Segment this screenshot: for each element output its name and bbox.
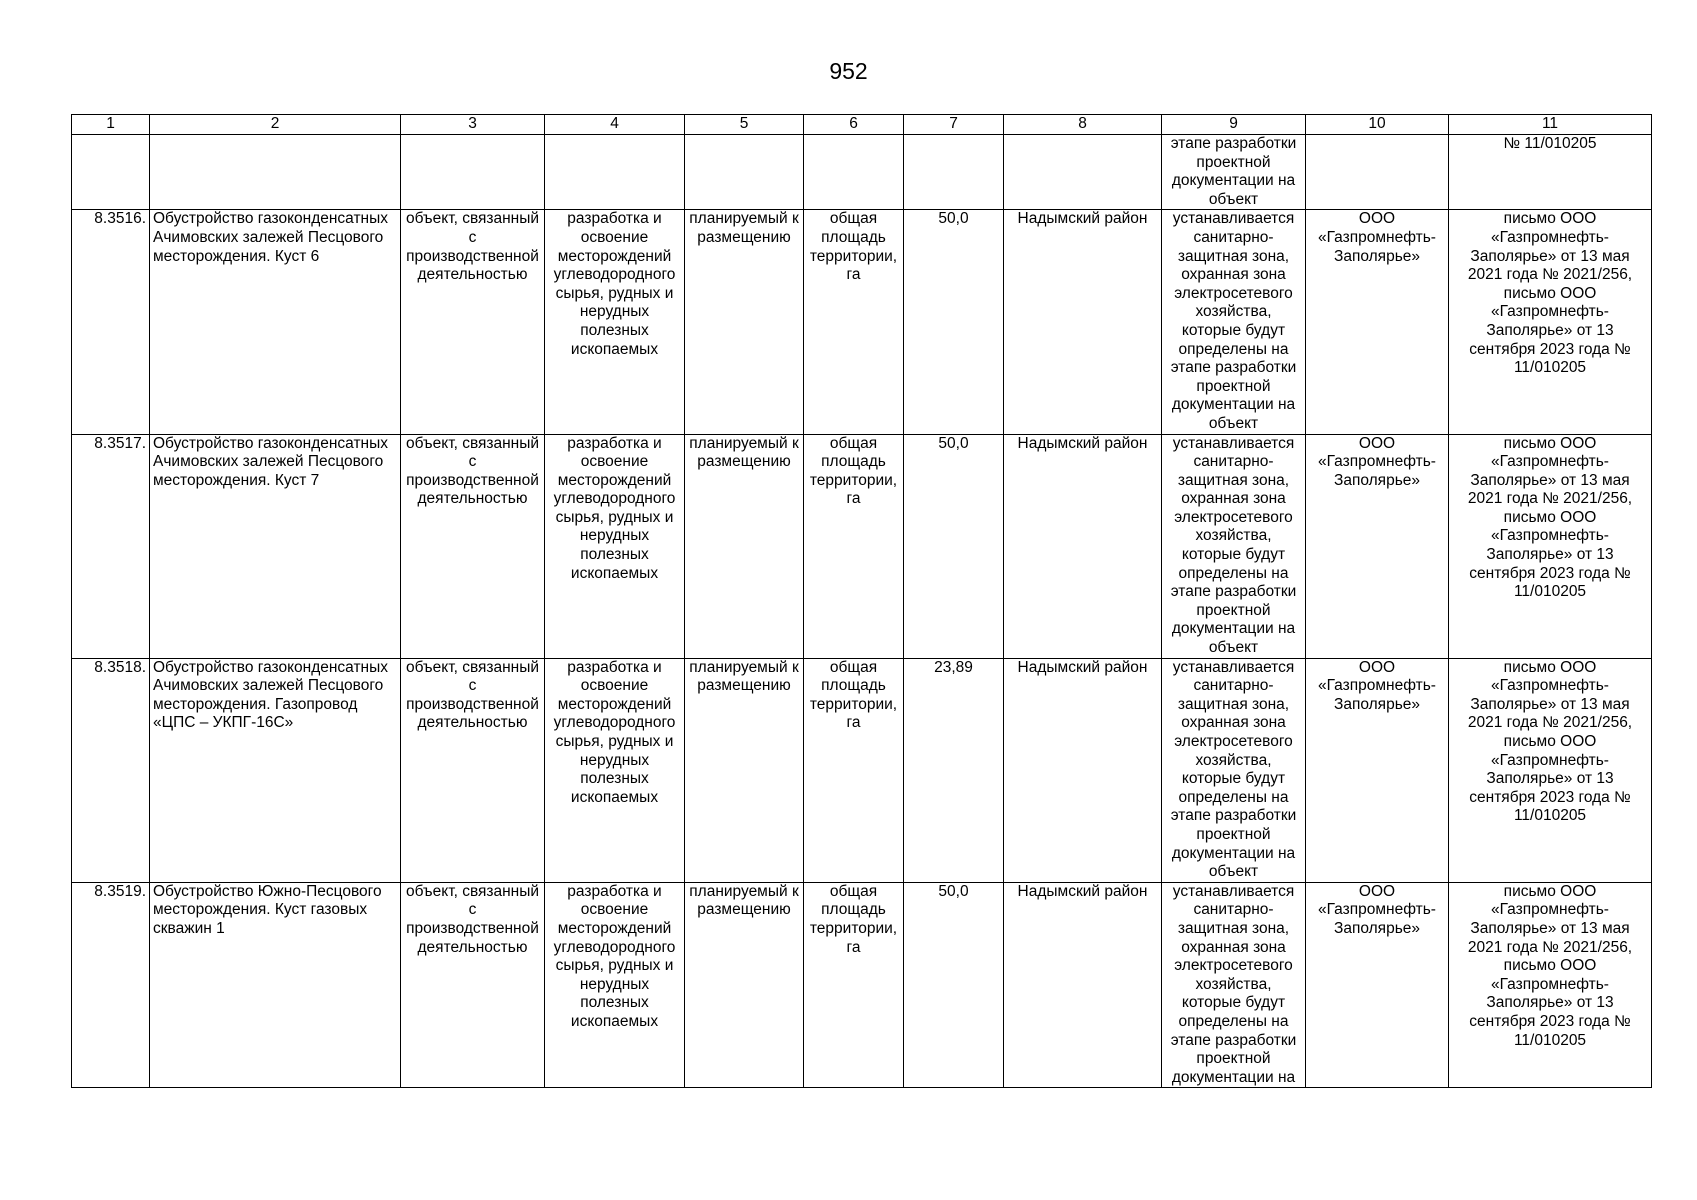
object-type-cell: объект, связанный с производственной деятельностью (401, 210, 545, 434)
value-cell: 50,0 (904, 210, 1004, 434)
column-header: 6 (804, 115, 904, 135)
column-header: 2 (150, 115, 401, 135)
objects-table (71, 114, 1652, 1088)
purpose-cell: разработка и освоение месторождений углеводородного сырья, рудных и нерудных полезных ископаемых (545, 658, 685, 882)
table-cell (1004, 135, 1162, 210)
owner-cell: ООО «Газпромнефть-Заполярье» (1306, 210, 1449, 434)
location-cell: Надымский район (1004, 210, 1162, 434)
column-header: 9 (1162, 115, 1306, 135)
purpose-cell: разработка и освоение месторождений углеводородного сырья, рудных и нерудных полезных ископаемых (545, 210, 685, 434)
object-type-cell: объект, связанный с производственной деятельностью (401, 658, 545, 882)
table-cell (804, 135, 904, 210)
zone-cell: устанавливается санитарно-защитная зона, охранная зона электросетевого хозяйства, которые будут определены на этапе разработки проектной документации на объект (1162, 434, 1306, 658)
zone-cell: устанавливается санитарно-защитная зона, охранная зона электросетевого хозяйства, которые будут определены на этапе разработки проектной документации на объект (1162, 210, 1306, 434)
column-header: 4 (545, 115, 685, 135)
location-cell: Надымский район (1004, 882, 1162, 1088)
value-cell: 50,0 (904, 882, 1004, 1088)
status-cell: планируемый к размещению (685, 434, 804, 658)
status-cell: планируемый к размещению (685, 882, 804, 1088)
row-number-cell: 8.3518. (72, 658, 150, 882)
characteristic-cell: общая площадь территории, га (804, 434, 904, 658)
column-header: 8 (1004, 115, 1162, 135)
value-cell: 23,89 (904, 658, 1004, 882)
table-row (72, 658, 1652, 882)
table-row-continuation (72, 135, 1652, 210)
column-header: 10 (1306, 115, 1449, 135)
zone-cell: этапе разработки проектной документации на объект (1162, 135, 1306, 210)
column-header: 11 (1449, 115, 1652, 135)
table-cell (72, 135, 150, 210)
table-cell (1306, 135, 1449, 210)
object-name-cell: Обустройство газоконденсатных Ачимовских залежей Песцового месторождения. Куст 7 (150, 434, 401, 658)
table-row (72, 210, 1652, 434)
purpose-cell: разработка и освоение месторождений углеводородного сырья, рудных и нерудных полезных ископаемых (545, 434, 685, 658)
object-type-cell: объект, связанный с производственной деятельностью (401, 882, 545, 1088)
table-cell (401, 135, 545, 210)
characteristic-cell: общая площадь территории, га (804, 882, 904, 1088)
location-cell: Надымский район (1004, 434, 1162, 658)
object-type-cell: объект, связанный с производственной деятельностью (401, 434, 545, 658)
table-row (72, 434, 1652, 658)
row-number-cell: 8.3517. (72, 434, 150, 658)
table-cell (545, 135, 685, 210)
column-number-row (72, 115, 1652, 135)
row-number-cell: 8.3519. (72, 882, 150, 1088)
basis-cell: письмо ООО «Газпромнефть-Заполярье» от 13 мая 2021 года № 2021/256, письмо ООО «Газпромнефть-Заполярье» от 13 сентября 2023 года № 11/010205 (1449, 658, 1652, 882)
table-cell (904, 135, 1004, 210)
location-cell: Надымский район (1004, 658, 1162, 882)
basis-cell: письмо ООО «Газпромнефть-Заполярье» от 13 мая 2021 года № 2021/256, письмо ООО «Газпромнефть-Заполярье» от 13 сентября 2023 года № 11/010205 (1449, 210, 1652, 434)
row-number-cell: 8.3516. (72, 210, 150, 434)
purpose-cell: разработка и освоение месторождений углеводородного сырья, рудных и нерудных полезных ископаемых (545, 882, 685, 1088)
basis-cell: письмо ООО «Газпромнефть-Заполярье» от 13 мая 2021 года № 2021/256, письмо ООО «Газпромнефть-Заполярье» от 13 сентября 2023 года № 11/010205 (1449, 882, 1652, 1088)
object-name-cell: Обустройство газоконденсатных Ачимовских залежей Песцового месторождения. Газопровод «ЦПС – УКПГ-16С» (150, 658, 401, 882)
owner-cell: ООО «Газпромнефть-Заполярье» (1306, 882, 1449, 1088)
owner-cell: ООО «Газпромнефть-Заполярье» (1306, 658, 1449, 882)
column-header: 7 (904, 115, 1004, 135)
column-header: 3 (401, 115, 545, 135)
object-name-cell: Обустройство Южно-Песцового месторождения. Куст газовых скважин 1 (150, 882, 401, 1088)
page-number: 952 (829, 58, 868, 84)
table-cell (685, 135, 804, 210)
zone-cell: устанавливается санитарно-защитная зона, охранная зона электросетевого хозяйства, которые будут определены на этапе разработки проектной документации на объект (1162, 658, 1306, 882)
status-cell: планируемый к размещению (685, 658, 804, 882)
characteristic-cell: общая площадь территории, га (804, 658, 904, 882)
column-header: 5 (685, 115, 804, 135)
table-row (72, 882, 1652, 1088)
object-name-cell: Обустройство газоконденсатных Ачимовских залежей Песцового месторождения. Куст 6 (150, 210, 401, 434)
owner-cell: ООО «Газпромнефть-Заполярье» (1306, 434, 1449, 658)
zone-cell: устанавливается санитарно-защитная зона, охранная зона электросетевого хозяйства, которые будут определены на этапе разработки проектной документации на (1162, 882, 1306, 1088)
characteristic-cell: общая площадь территории, га (804, 210, 904, 434)
basis-cell: письмо ООО «Газпромнефть-Заполярье» от 13 мая 2021 года № 2021/256, письмо ООО «Газпромнефть-Заполярье» от 13 сентября 2023 года № 11/010205 (1449, 434, 1652, 658)
column-header: 1 (72, 115, 150, 135)
status-cell: планируемый к размещению (685, 210, 804, 434)
value-cell: 50,0 (904, 434, 1004, 658)
basis-cell: № 11/010205 (1449, 135, 1652, 210)
table-cell (150, 135, 401, 210)
